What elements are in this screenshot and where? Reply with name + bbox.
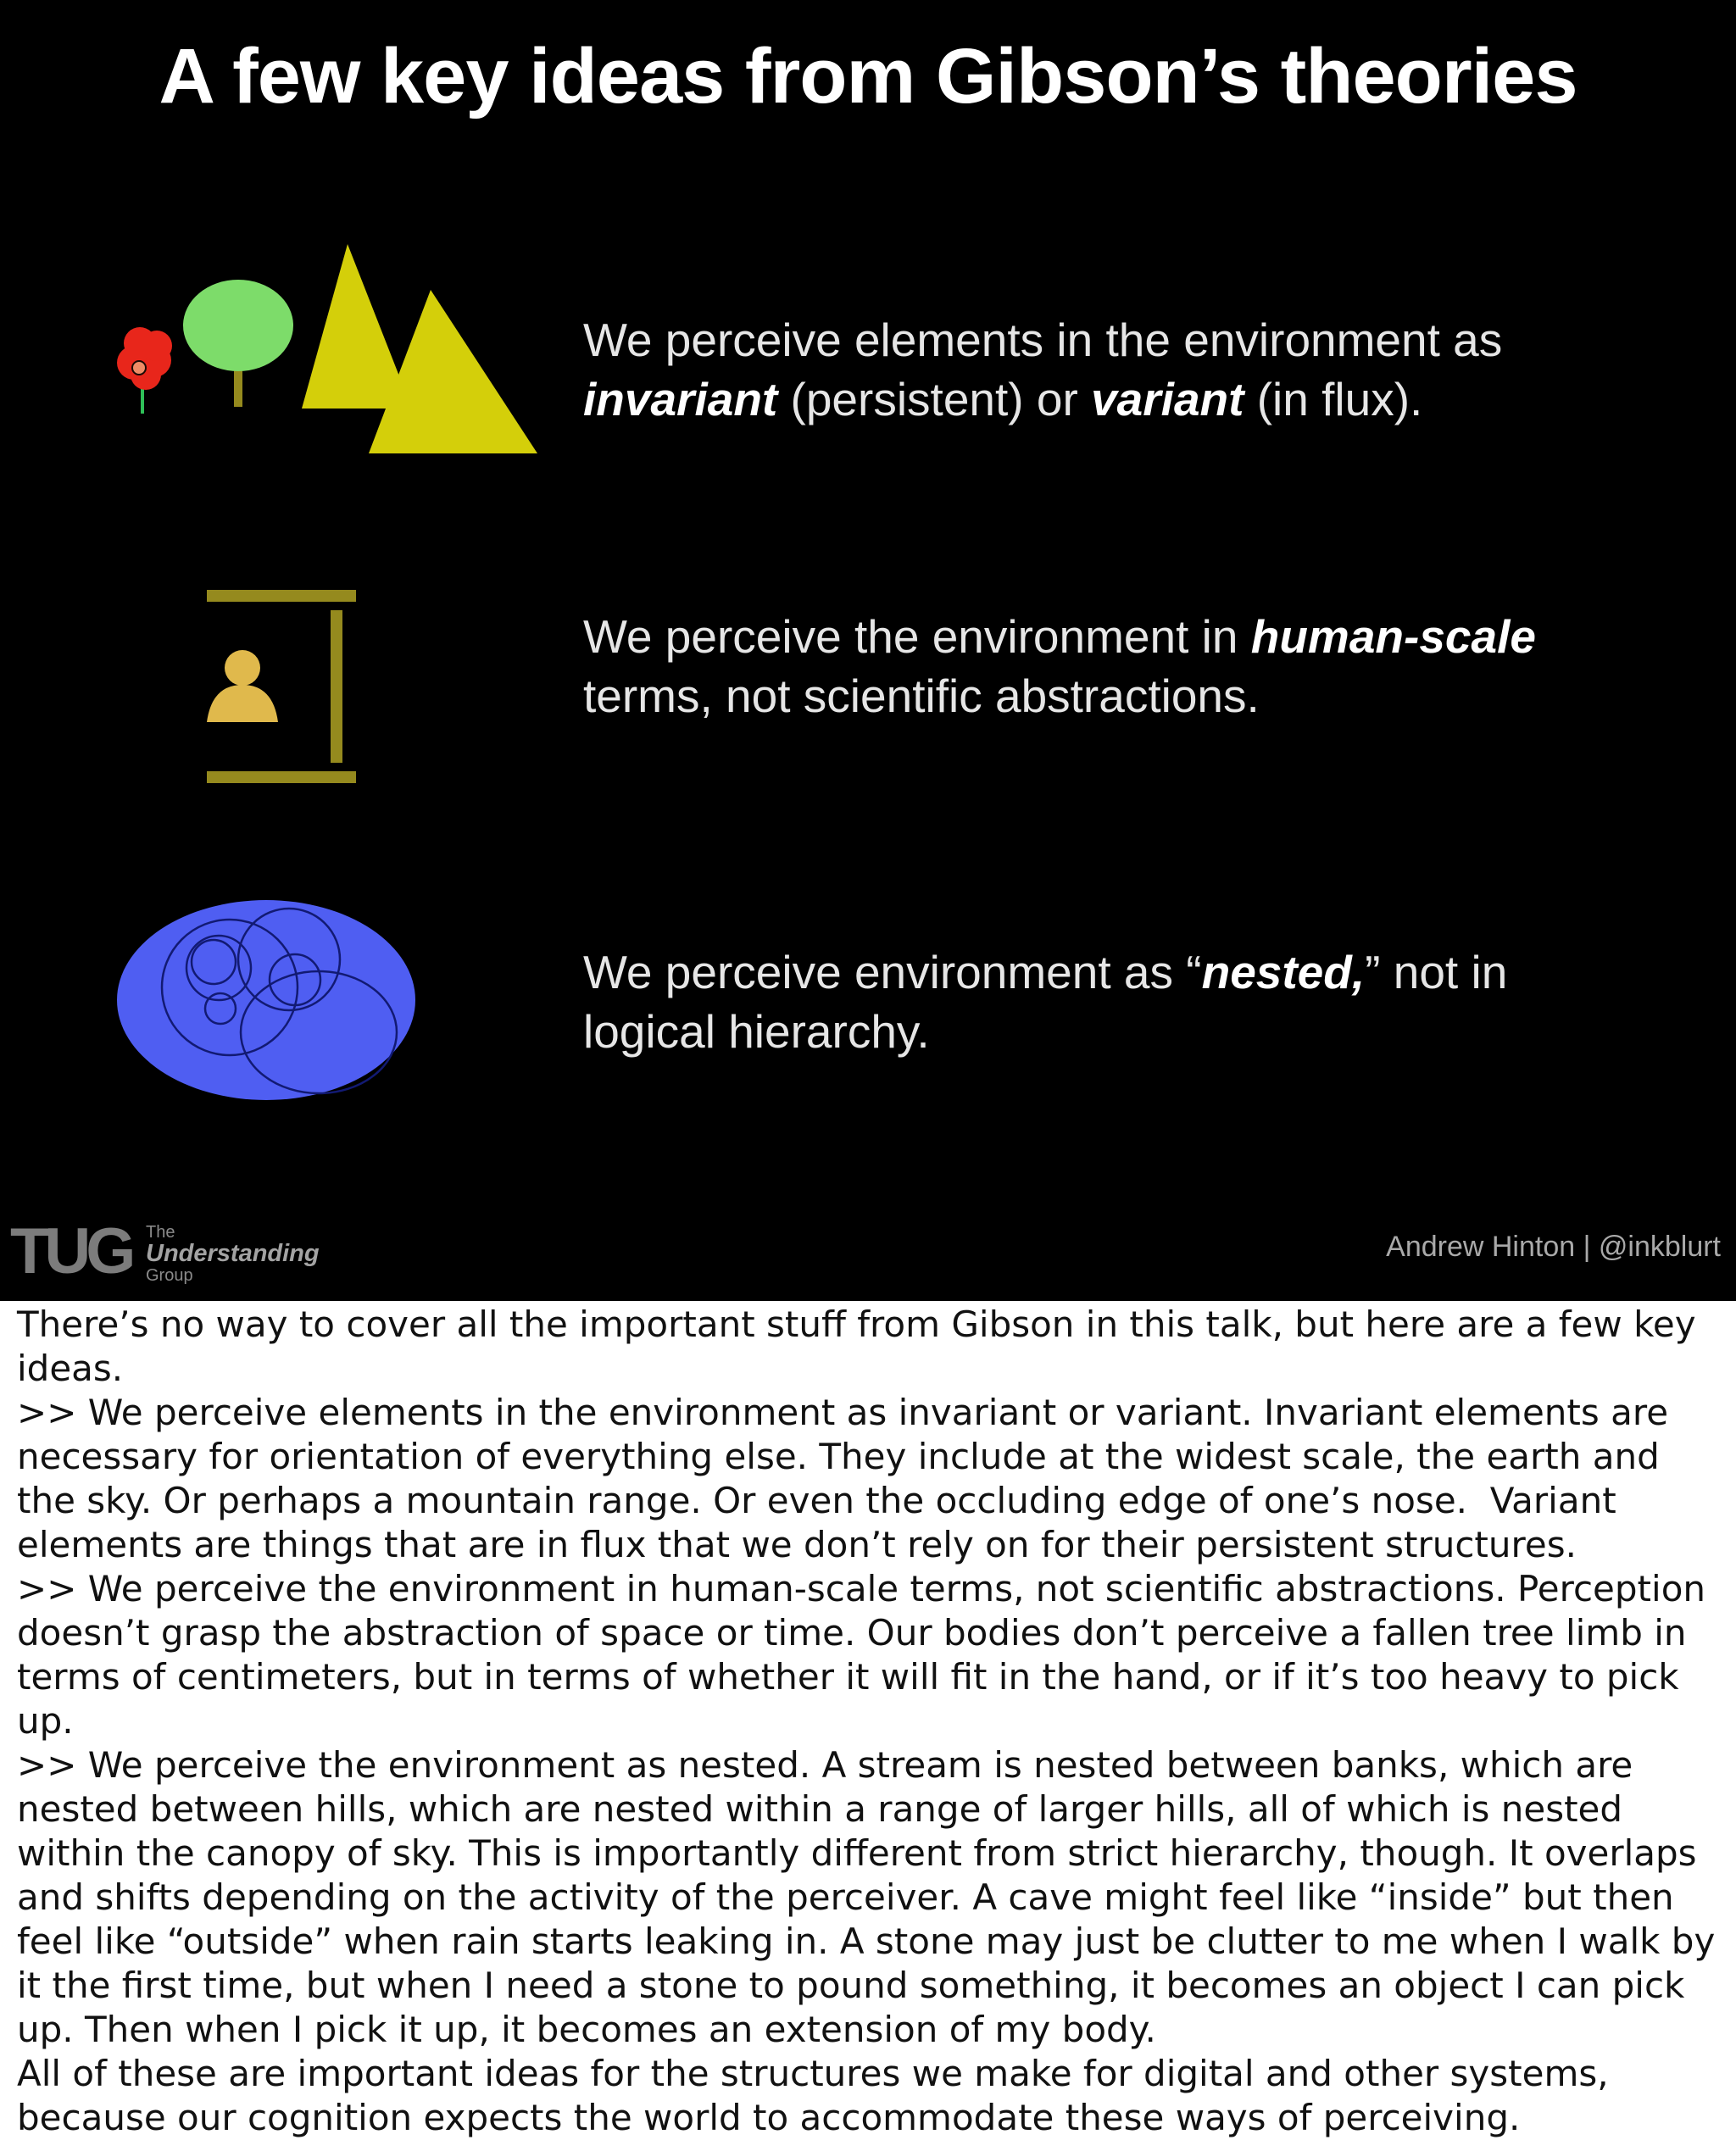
tree-icon xyxy=(183,280,293,407)
tug-logo xyxy=(10,1217,349,1285)
notes-paragraph: All of these are important ideas for the structures we make for digital and other systems, because our cognition expects the world to accommodate these ways of perceiving. xyxy=(17,2053,1620,2138)
svg-text:Understanding: Understanding xyxy=(146,1240,320,1267)
idea-invariant-variant: We perceive elements in the environment as invariant (persistent) or variant (in flux). xyxy=(583,314,1503,425)
notes-paragraph: >> We perceive elements in the environment as invariant or variant. Invariant elements are necessary for orientation of everything else. They include at the widest scale, the earth and the sky. Or perhaps a mountain range. Or even the occluding edge of one’s nose. Variant elements are things that are in flux that we don’t rely on for their persistent structures. xyxy=(17,1392,1680,1565)
idea-human-scale: We perceive the environment in human-scale terms, not scientific abstractions. xyxy=(583,610,1536,722)
author-credit: Andrew Hinton | @inkblurt xyxy=(1386,1231,1721,1263)
flower-tree-mountains-icon xyxy=(93,237,542,458)
nested-circles-icon xyxy=(115,898,417,1102)
slide-title: A few key ideas from Gibson’s theories xyxy=(159,33,1577,120)
svg-text:The: The xyxy=(146,1223,175,1242)
notes-paragraph: >> We perceive the environment in human-scale terms, not scientific abstractions. Perception doesn’t grasp the abstraction of space or time. Our bodies don’t perceive a fallen tree limb in terms of centimeters, but in terms of whether it will fit in the hand, or if it’s too heavy to pick up. xyxy=(17,1568,1717,1742)
svg-text:Group: Group xyxy=(146,1266,193,1285)
flower-icon xyxy=(117,327,172,414)
mountains-icon xyxy=(302,244,537,453)
speaker-notes xyxy=(17,1303,1727,2140)
idea-nested: We perceive environment as “nested,” not in logical hierarchy. xyxy=(583,946,1508,1058)
svg-text:TUG: TUG xyxy=(10,1217,131,1285)
notes-paragraph: >> We perceive the environment as nested. A stream is nested between banks, which are nested between hills, which are nested within a range of larger hills, all of which is nested within the canopy of sky. This is importantly different from strict hierarchy, though. It overlaps and shifts depending on the activity of the perceiver. A cave might feel like “inside” but then feel like “outside” when rain starts leaking in. A stone may just be clutter to me when I walk by it the first time, but when I need a stone to pound something, it becomes an object I can pick up. Then when I pick it up, it becomes an extension of my body. xyxy=(17,1744,1727,2050)
notes-paragraph: There’s no way to cover all the important stuff from Gibson in this talk, but here are a few key ideas. xyxy=(17,1303,1707,1389)
person-scale-icon xyxy=(200,585,361,788)
